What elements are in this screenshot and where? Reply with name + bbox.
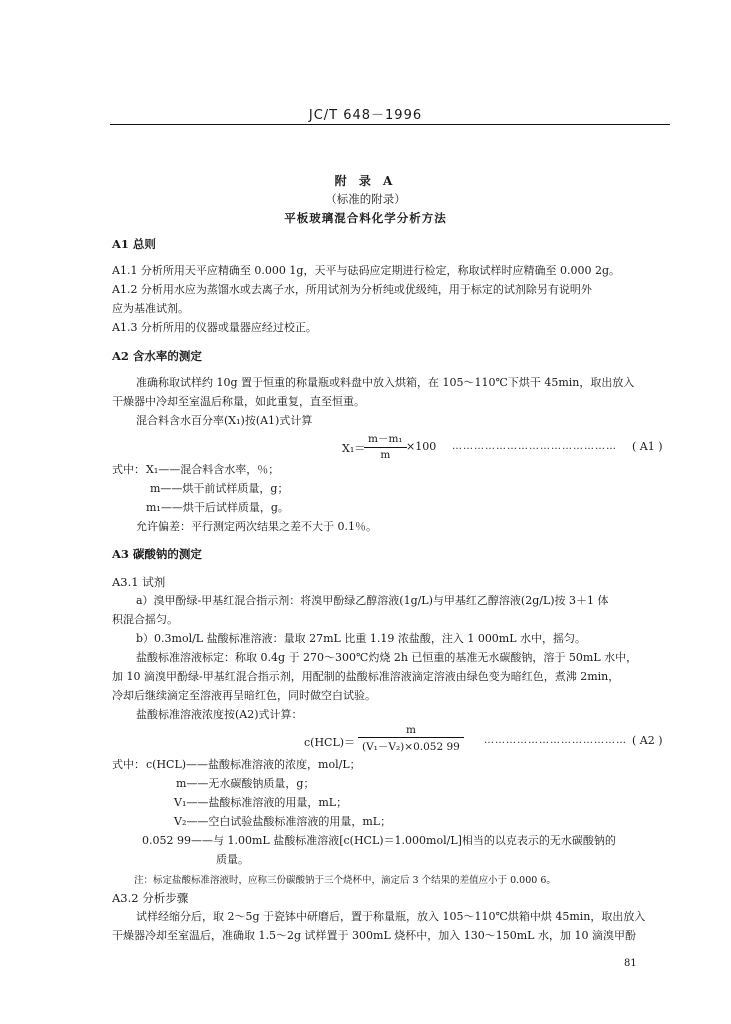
a3-standardization-line3: 冷却后继续滴定至溶液再呈暗红色，同时做空白试验。	[112, 689, 376, 702]
a1-item-1: A1.1 分析所用天平应精确至 0.000 1g，天平与砝码应定期进行检定，称取试样时应精确至 0.000 2g。	[112, 264, 620, 277]
a3-reagent-a-line2: 积混合摇匀。	[112, 613, 178, 626]
a2-para1-line2: 干燥器中冷却至室温后称量，如此重复，直至恒重。	[112, 395, 365, 408]
standard-code-header: JC/T 648－1996	[308, 108, 423, 123]
a3-standardization-line1: 盐酸标准溶液标定：称取 0.4g 于 270～300℃灼烧 2h 已恒重的基准无水碳酸钠，溶于 50mL 水中，	[136, 651, 638, 664]
a3-2-step-line2: 干燥器冷却至室温后，准确取 1.5～2g 试样置于 300mL 烧杯中，加入 130～150mL 水，加 10 滴溴甲酚	[112, 929, 636, 942]
a2-tolerance: 允许偏差：平行测定两次结果之差不大于 0.1％。	[136, 520, 377, 533]
a3-where-c: c(HCL)——盐酸标准溶液的浓度，mol/L；	[146, 758, 361, 771]
a2-para1-line1: 准确称取试样约 10g 置于恒重的称量瓶或料盘中放入烘箱，在 105～110℃下烘干 45min，取出放入	[136, 376, 635, 389]
annex-normative-note: （标准的附录）	[325, 192, 406, 206]
formula-a2-fraction	[358, 724, 464, 754]
a1-item-2: A1.2 分析用水应为蒸馏水或去离子水，所用试剂为分析纯或优级纯，用于标定的试剂除另有说明外	[112, 283, 592, 296]
a3-2-heading: A3.2 分析步骤	[112, 891, 189, 905]
formula-a1-leader-dots: ………………………………………	[452, 441, 617, 452]
a3-1-heading: A3.1 试剂	[112, 575, 166, 589]
section-a3-heading: A3 碳酸钠的测定	[112, 547, 202, 561]
formula-a1-fraction	[364, 431, 407, 461]
a3-constant-line1: 0.052 99——与 1.00mL 盐酸标准溶液[c(HCL)＝1.000mol/L]相当的以克表示的无水碳酸钠的	[142, 834, 616, 847]
a3-reagent-b: b）0.3mol/L 盐酸标准溶液：量取 27mL 比重 1.19 浓盐酸，注入 1 000mL 水中，摇匀。	[136, 632, 587, 645]
a2-where-m1: m₁——烘干后试样质量，g。	[146, 501, 289, 514]
formula-a2-denominator: (V₁－V₂)×0.052 99	[362, 741, 460, 753]
a2-para2: 混合料含水百分率(X₁)按(A1)式计算	[136, 414, 313, 427]
section-a2-heading: A2 含水率的测定	[112, 349, 202, 363]
a3-where-v1: V₁——盐酸标准溶液的用量，mL；	[174, 796, 348, 809]
fraction-bar	[358, 737, 464, 738]
a3-note: 注：标定盐酸标准溶液时，应称三份碳酸钠于三个烧杯中，滴定后 3 个结果的差值应小于 0.000 6。	[134, 875, 556, 886]
a1-item-3: A1.3 分析所用的仪器或量器应经过校正。	[112, 321, 317, 334]
a3-where-label: 式中：	[112, 758, 145, 771]
formula-a1-numerator: m－m₁	[368, 433, 403, 445]
a3-where-m: m——无水碳酸钠质量，g；	[176, 777, 315, 790]
header-rule	[110, 124, 670, 125]
formula-a2-tag: ( A2 )	[632, 734, 663, 747]
formula-a1-lhs: X₁＝	[342, 442, 366, 455]
formula-a2-numerator: m	[405, 724, 416, 736]
formula-a1-tag: ( A1 )	[632, 440, 663, 453]
annex-label: 附 录 A	[334, 174, 397, 188]
a2-where-x1: X₁——混合料含水率，％；	[146, 463, 280, 476]
a3-reagent-a-line1: a）溴甲酚绿-甲基红混合指示剂：将溴甲酚绿乙醇溶液(1g/L)与甲基红乙醇溶液(2g/L)按 3＋1 体	[136, 594, 609, 607]
formula-a2-leader-dots: …………………………………	[484, 735, 627, 746]
formula-a1-rhs: ×100	[406, 440, 437, 453]
a1-item-2-cont: 应为基准试剂。	[112, 302, 189, 315]
formula-a2-lhs: c(HCL)＝	[304, 736, 356, 749]
a3-concentration-intro: 盐酸标准溶液浓度按(A2)式计算：	[136, 708, 303, 721]
fraction-bar	[364, 447, 407, 448]
a3-2-step-line1: 试样经缩分后，取 2～5g 于瓷钵中研磨后，置于称量瓶，放入 105～110℃烘箱中烘 45min，取出放入	[136, 910, 646, 923]
page-number: 81	[624, 958, 637, 969]
formula-a1-denominator: m	[380, 449, 391, 461]
a2-where-m: m——烘干前试样质量，g；	[150, 482, 289, 495]
section-a1-heading: A1 总则	[112, 237, 156, 251]
a3-constant-line2: 质量。	[216, 853, 249, 866]
a3-where-v2: V₂——空白试验盐酸标准溶液的用量，mL；	[174, 815, 392, 828]
annex-title: 平板玻璃混合料化学分析方法	[284, 211, 447, 225]
a3-standardization-line2: 加 10 滴溴甲酚绿-甲基红混合指示剂，用配制的盐酸标准溶液滴定溶液由绿色变为暗红色，煮沸 2min，	[112, 670, 620, 683]
a2-where-label: 式中：	[112, 463, 145, 476]
